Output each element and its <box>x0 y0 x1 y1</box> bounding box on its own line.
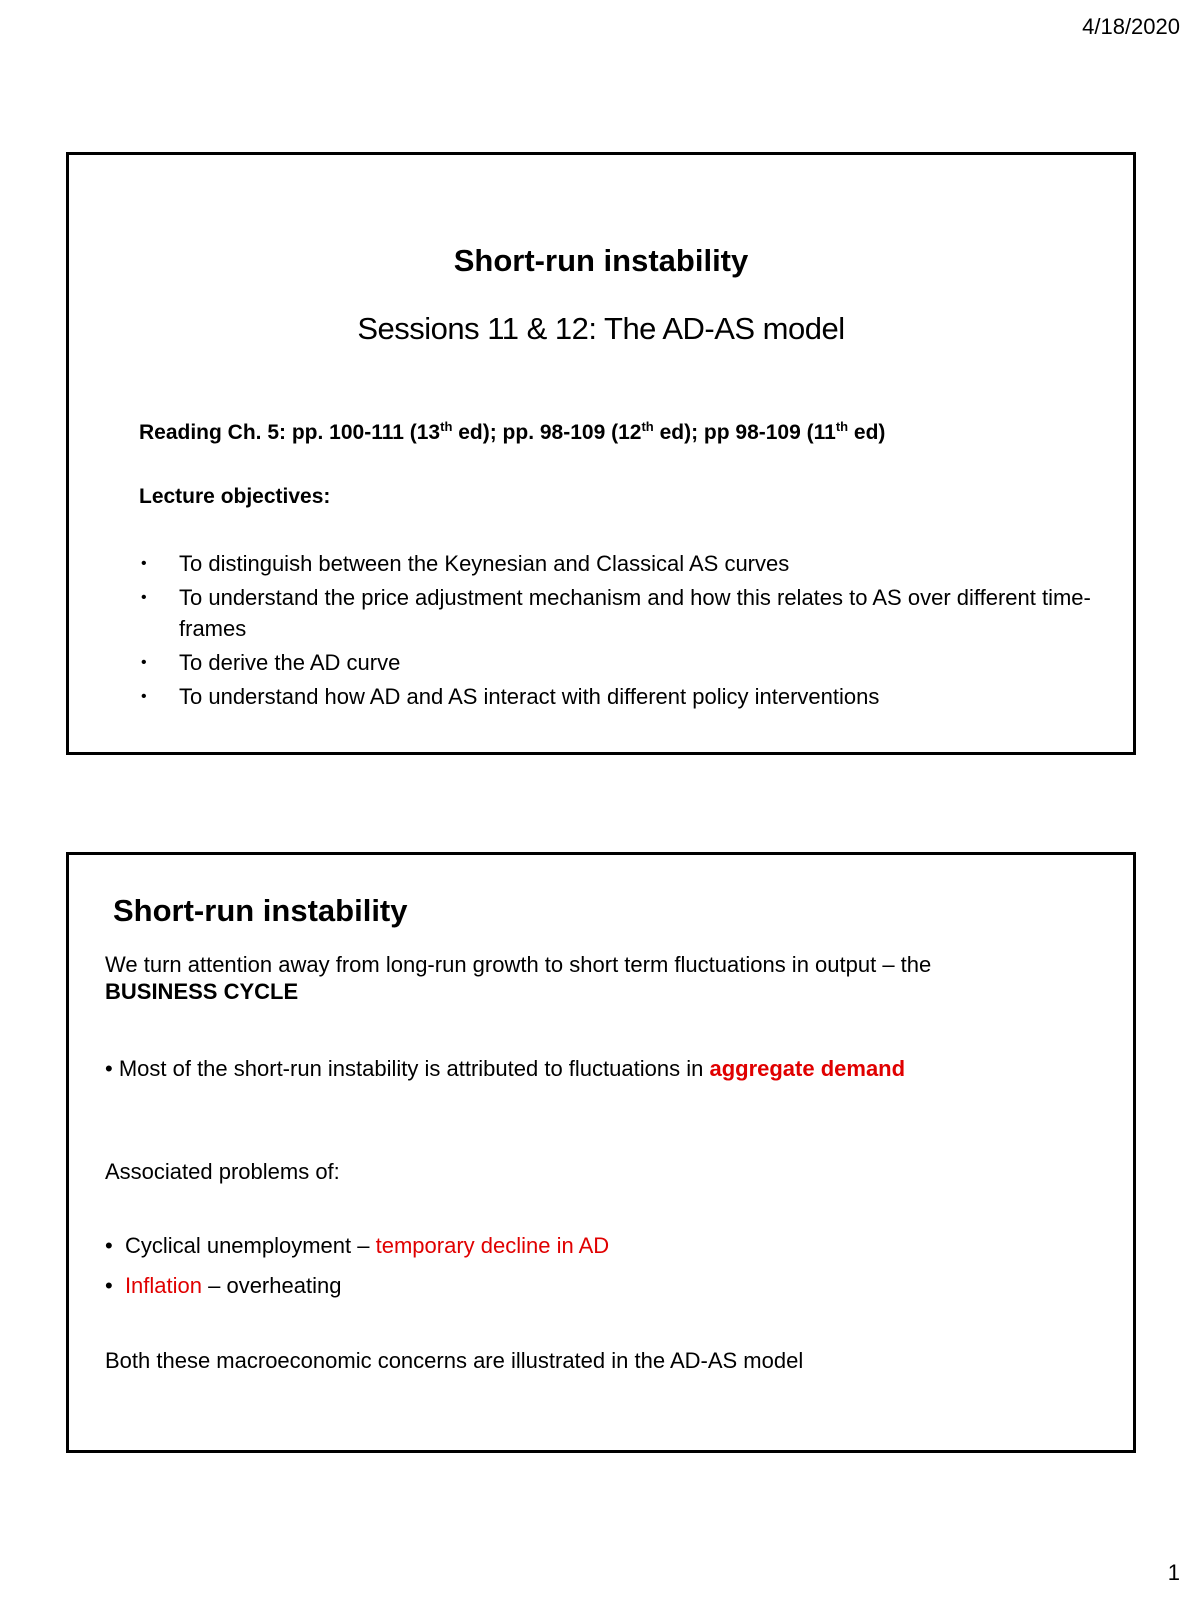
inflation-highlight: Inflation <box>124 1273 202 1298</box>
intro-paragraph <box>105 951 1025 1005</box>
list-item-text: To understand how AD and AS interact with different policy interventions <box>179 684 880 709</box>
reading-superscript: th <box>835 419 849 434</box>
associated-problems-heading: Associated problems of: <box>105 1159 340 1184</box>
objectives-heading: Lecture objectives: <box>139 485 331 508</box>
bullet-icon: • <box>141 688 147 705</box>
reading-reference <box>139 419 885 445</box>
objectives-list <box>139 548 1099 715</box>
bullet-icon: • <box>141 654 147 671</box>
slide-title: Short-run instability <box>113 893 408 928</box>
reading-text: ed) <box>848 421 886 444</box>
list-item <box>139 582 1099 644</box>
list-item-text: To distinguish between the Keynesian and Classical AS curves <box>179 551 790 576</box>
page-number: 1 <box>1167 1560 1180 1585</box>
list-item <box>105 1055 1045 1082</box>
reading-text: Reading Ch. 5: pp. 100-111 (13 <box>139 421 441 444</box>
list-item-text: – overheating <box>202 1273 342 1298</box>
list-item <box>139 548 1099 579</box>
bullet-icon: • <box>105 1056 113 1081</box>
bullet-icon: • <box>141 555 147 572</box>
reading-superscript: th <box>440 419 453 434</box>
slide-title-overview <box>66 152 1136 755</box>
list-item-text: Most of the short-run instability is attributed to fluctuations in <box>118 1056 710 1081</box>
bullet-icon: • <box>105 1233 113 1258</box>
list-item <box>105 1272 1025 1299</box>
reading-text: ed); pp 98-109 (11 <box>653 421 836 444</box>
list-item <box>139 647 1099 678</box>
business-cycle-emphasis: BUSINESS CYCLE <box>105 979 299 1004</box>
list-item <box>139 681 1099 712</box>
list-item-text: To derive the AD curve <box>179 650 401 675</box>
list-item <box>105 1232 1025 1259</box>
decline-highlight: temporary decline in AD <box>375 1233 610 1258</box>
list-item-text: To understand the price adjustment mechanism and how this relates to AS over different time-frames <box>179 585 1091 641</box>
slide-short-run-instability <box>66 852 1136 1453</box>
reading-text: ed); pp. 98-109 (12 <box>452 421 642 444</box>
slide-title: Short-run instability <box>453 243 749 278</box>
conclusion-text: Both these macroeconomic concerns are illustrated in the AD-AS model <box>105 1348 804 1373</box>
intro-text: We turn attention away from long-run growth to short term fluctuations in output – the <box>105 952 932 977</box>
bullet-icon: • <box>141 589 147 606</box>
list-item-text: Cyclical unemployment – <box>124 1233 376 1258</box>
bullet-icon: • <box>105 1273 113 1298</box>
aggregate-demand-highlight: aggregate demand <box>709 1056 906 1081</box>
page-date: 4/18/2020 <box>1082 14 1180 39</box>
slide-subtitle: Sessions 11 & 12: The AD-AS model <box>357 311 845 346</box>
reading-superscript: th <box>641 419 654 434</box>
